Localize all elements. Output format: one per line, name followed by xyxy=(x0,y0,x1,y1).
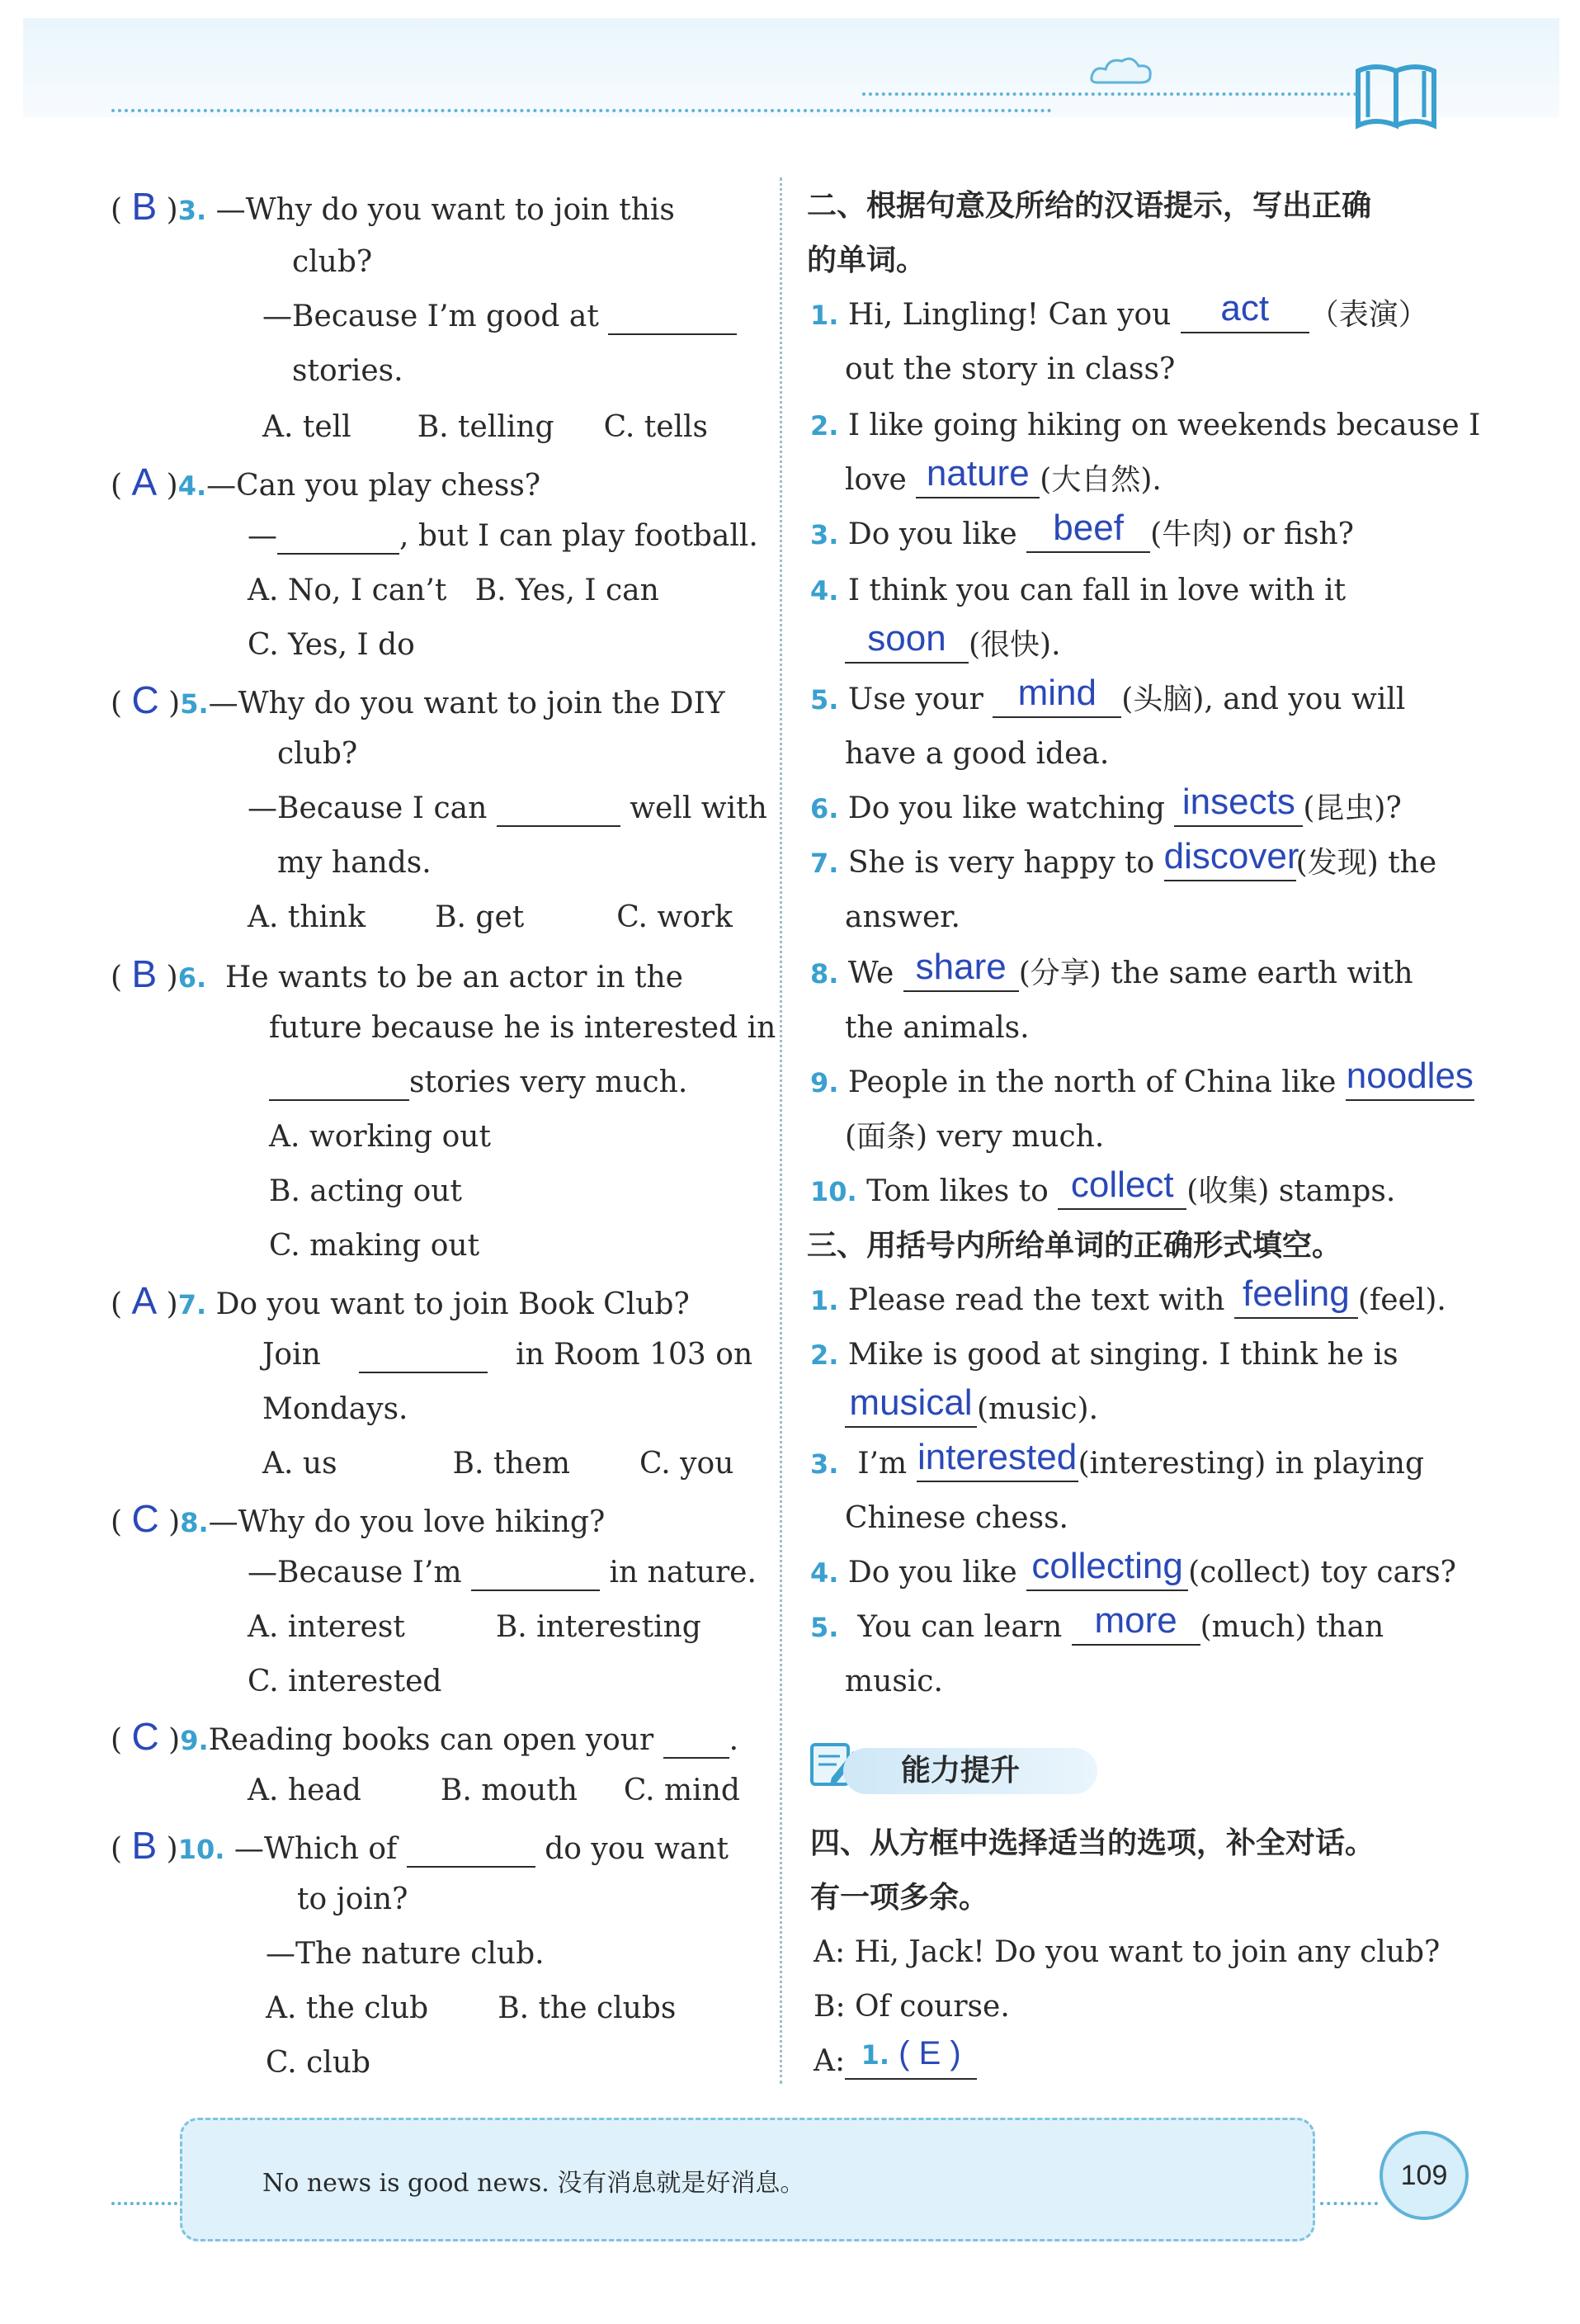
item-number: 3. xyxy=(810,519,839,550)
hint-text: (收集) stamps. xyxy=(1186,1174,1396,1208)
option-a: A. tell xyxy=(262,410,351,444)
answer-text: more xyxy=(1094,1600,1177,1641)
option-b: B. telling xyxy=(417,410,554,444)
hint-text: (much) than xyxy=(1200,1610,1384,1644)
options-row xyxy=(248,1609,701,1646)
item-text: Do you like xyxy=(847,517,1017,551)
answer-text: act xyxy=(1220,288,1270,328)
s2-item-5 xyxy=(810,673,1406,718)
answer-text: share xyxy=(915,947,1007,987)
options-row xyxy=(248,900,733,936)
answer-choice: B xyxy=(131,1824,158,1867)
s3-item-5 xyxy=(810,1600,1384,1646)
answer-text: soon xyxy=(867,618,946,659)
question-text: my hands. xyxy=(277,846,432,880)
dialogue-line xyxy=(814,2035,977,2080)
answer-blank xyxy=(663,1724,729,1759)
option-b: B. Yes, I can xyxy=(474,574,659,607)
options-row xyxy=(262,409,708,446)
answer-text: interested xyxy=(917,1437,1078,1477)
option-c: C. you xyxy=(639,1447,734,1481)
hint-text: (interesting) in playing xyxy=(1078,1447,1425,1481)
item-line xyxy=(845,1382,1099,1428)
item-text: have a good idea. xyxy=(845,737,1110,771)
question-text: Do you want to join Book Club? xyxy=(215,1287,690,1321)
item-number: 8. xyxy=(810,958,839,990)
answer-blank xyxy=(407,1833,535,1868)
item-number: 2. xyxy=(810,410,839,442)
hint-text: (大自然). xyxy=(1040,463,1162,497)
item-text: Mike is good at singing. I think he is xyxy=(847,1338,1398,1372)
answer-choice: B xyxy=(131,952,158,995)
question-line xyxy=(248,791,767,827)
option-c: C. work xyxy=(616,900,733,934)
section-4-title-cont: 有一项多余。 xyxy=(810,1881,989,1915)
question-text: —Which of xyxy=(233,1832,398,1866)
item-line xyxy=(845,618,1061,664)
hint-text: (music). xyxy=(977,1392,1099,1426)
answer-choice: A xyxy=(131,461,158,503)
question-text: Reading books can open your xyxy=(208,1723,654,1757)
question-text: do you want xyxy=(545,1832,729,1866)
section-4-title: 四、从方框中选择适当的选项，补全对话。 xyxy=(810,1826,1375,1860)
section-2-title: 二、根据句意及所给的汉语提示，写出正确 xyxy=(807,189,1372,223)
question-text: —Because I’m good at xyxy=(262,300,599,333)
item-number: 6. xyxy=(810,793,839,824)
item-text: answer. xyxy=(845,900,960,934)
question-text: —The nature club. xyxy=(266,1937,545,1971)
option-a: A. interest xyxy=(248,1610,405,1644)
question-number: 8. xyxy=(180,1507,209,1538)
answer-blank xyxy=(277,520,399,555)
item-number: 1. xyxy=(810,300,839,331)
answer-blank xyxy=(845,1382,977,1428)
option-a: A. No, I can’t xyxy=(248,574,447,607)
options-row xyxy=(262,1446,733,1482)
question-text: —Because I’m xyxy=(248,1556,462,1589)
blank-answer: E xyxy=(918,2035,941,2071)
s2-item-4 xyxy=(810,573,1346,609)
s2-item-6 xyxy=(810,782,1402,827)
item-number: 9. xyxy=(810,1067,839,1098)
question-3: ( B )3. —Why do you want to join this xyxy=(111,185,675,228)
answer-blank xyxy=(845,2035,977,2080)
option-c: C. mind xyxy=(623,1774,740,1807)
option-b: B. interesting xyxy=(495,1610,701,1644)
answer-text: insects xyxy=(1181,782,1295,822)
s3-item-1 xyxy=(810,1273,1446,1319)
question-text: Mondays. xyxy=(262,1392,408,1426)
options-row xyxy=(248,1773,740,1809)
option-b: B. the clubs xyxy=(498,1991,677,2025)
header-band xyxy=(23,18,1559,117)
item-text: Please read the text with xyxy=(847,1283,1225,1317)
column-divider xyxy=(780,177,782,2084)
blank-number: 1. xyxy=(861,2039,890,2071)
option-c: C. club xyxy=(266,2046,371,2080)
question-text: club? xyxy=(277,737,358,771)
question-number: 10. xyxy=(177,1834,225,1865)
answer-blank xyxy=(917,1437,1078,1482)
ability-banner-title: 能力提升 xyxy=(901,1754,1021,1788)
answer-choice: B xyxy=(131,185,158,228)
item-text: I like going hiking on weekends because I xyxy=(847,409,1481,442)
question-text: —Why do you love hiking? xyxy=(208,1505,606,1539)
answer-blank xyxy=(608,300,737,335)
answer-blank xyxy=(903,947,1019,992)
question-text: in nature. xyxy=(609,1556,757,1589)
option-c: C. interested xyxy=(248,1665,442,1698)
answer-choice: A xyxy=(131,1279,158,1322)
answer-choice: C xyxy=(131,1715,159,1758)
question-line: — , but I can play football. xyxy=(248,519,758,553)
question-text: —Because I can xyxy=(248,791,488,825)
s2-item-7 xyxy=(810,836,1437,881)
item-number: 10. xyxy=(810,1176,857,1207)
s2-item-2 xyxy=(810,408,1480,444)
answer-choice: C xyxy=(131,1497,159,1540)
item-text: love xyxy=(845,463,907,497)
item-number: 1. xyxy=(810,1285,839,1316)
item-number: 3. xyxy=(810,1448,839,1480)
answer-text: noodles xyxy=(1346,1056,1474,1096)
option-a: A. us xyxy=(262,1447,337,1481)
book-icon xyxy=(1353,59,1444,134)
s3-item-3 xyxy=(810,1437,1425,1482)
option-c: C. tells xyxy=(603,410,708,444)
answer-blank xyxy=(359,1339,488,1373)
question-text: club? xyxy=(292,245,373,279)
answer-blank xyxy=(1058,1164,1186,1210)
cloud-icon xyxy=(1089,53,1155,89)
item-text: Tom likes to xyxy=(866,1174,1049,1208)
s2-item-1 xyxy=(810,288,1428,333)
answer-blank xyxy=(1026,1546,1188,1591)
item-text: I’m xyxy=(857,1447,908,1481)
item-text: We xyxy=(847,957,894,990)
hint-text: (很快). xyxy=(969,628,1061,662)
question-number: 7. xyxy=(177,1289,207,1320)
footer-dotted-line xyxy=(111,2202,177,2205)
hint-text: (头脑), and you will xyxy=(1121,683,1406,716)
item-text: You can learn xyxy=(857,1610,1063,1644)
hint-text: (发现) the xyxy=(1295,846,1437,880)
s2-item-8 xyxy=(810,947,1413,992)
header-dotted-line-2 xyxy=(862,92,1357,96)
hint-text: (昆虫)? xyxy=(1303,791,1402,825)
answer-text: 1. ( E ) xyxy=(861,2035,961,2071)
item-number: 5. xyxy=(810,684,839,716)
s3-item-4 xyxy=(810,1546,1456,1591)
question-4: ( A )4.—Can you play chess? xyxy=(111,461,541,503)
answer-blank xyxy=(1163,836,1299,881)
question-text: well with xyxy=(630,791,767,825)
item-text: Do you like watching xyxy=(847,791,1165,825)
question-text: stories very much. xyxy=(409,1065,688,1099)
item-text: Hi, Lingling! Can you xyxy=(847,298,1172,332)
question-text: to join? xyxy=(297,1882,408,1916)
answer-text: mind xyxy=(1017,673,1097,713)
page-number: 109 xyxy=(1380,2131,1469,2220)
option-b: B. acting out xyxy=(269,1174,462,1208)
item-number: 5. xyxy=(810,1612,839,1643)
answer-text: nature xyxy=(926,453,1030,494)
option-c: C. making out xyxy=(269,1229,480,1263)
question-number: 5. xyxy=(180,688,209,720)
question-text: —Why do you want to join this xyxy=(215,193,675,227)
option-b: B. get xyxy=(435,900,525,934)
answer-text: collecting xyxy=(1031,1546,1183,1586)
question-text: He wants to be an actor in the xyxy=(225,961,683,994)
answer-choice: C xyxy=(131,678,159,721)
question-text: stories. xyxy=(292,354,403,388)
hint-text: (分享) the same earth with xyxy=(1018,957,1413,990)
question-5: ( C )5.—Why do you want to join the DIY xyxy=(111,678,725,721)
answer-blank xyxy=(471,1556,600,1591)
speaker-label: A: xyxy=(814,2044,846,2078)
option-a: A. the club xyxy=(266,1991,429,2025)
item-number: 4. xyxy=(810,1557,839,1589)
item-text: She is very happy to xyxy=(847,846,1155,880)
question-9: ( C )9.Reading books can open your . xyxy=(111,1715,739,1758)
item-text: People in the north of China like xyxy=(847,1065,1337,1099)
section-3-title: 三、用括号内所给单词的正确形式填空。 xyxy=(807,1229,1342,1263)
option-a: A. think xyxy=(248,900,366,934)
option-c: C. Yes, I do xyxy=(248,628,415,662)
question-text: —Can you play chess? xyxy=(206,469,541,503)
answer-blank xyxy=(1072,1600,1200,1646)
s2-item-3 xyxy=(810,508,1354,553)
item-number: 2. xyxy=(810,1339,839,1371)
s2-item-9 xyxy=(810,1056,1474,1101)
header-dotted-line xyxy=(111,109,1052,112)
answer-blank xyxy=(269,1066,409,1101)
hint-text: (牛肉) or fish? xyxy=(1150,517,1354,551)
item-text: Do you like xyxy=(847,1556,1017,1589)
hint-text: (collect) toy cars? xyxy=(1188,1556,1456,1589)
item-line xyxy=(845,453,1162,498)
hint-text: (面条) very much. xyxy=(845,1120,1105,1154)
s3-item-2 xyxy=(810,1337,1398,1373)
question-6: ( B )6. He wants to be an actor in the xyxy=(111,952,683,995)
question-8: ( C )8.—Why do you love hiking? xyxy=(111,1497,606,1540)
item-text: out the story in class? xyxy=(845,352,1176,386)
answer-text: musical xyxy=(849,1382,973,1423)
dialogue-line: A: Hi, Jack! Do you want to join any club? xyxy=(814,1935,1441,1969)
answer-blank xyxy=(1181,288,1309,333)
item-number: 4. xyxy=(810,575,839,607)
answer-text: collect xyxy=(1070,1164,1174,1205)
answer-blank xyxy=(497,792,620,827)
question-line xyxy=(269,1065,687,1101)
item-text: the animals. xyxy=(845,1011,1030,1045)
answer-blank xyxy=(1346,1056,1474,1101)
answer-blank xyxy=(993,673,1121,718)
question-text: — xyxy=(248,519,277,553)
answer-text: feeling xyxy=(1243,1273,1350,1314)
question-line xyxy=(248,1555,757,1591)
question-7: ( A )7. Do you want to join Book Club? xyxy=(111,1279,690,1322)
item-text: I think you can fall in love with it xyxy=(847,574,1347,607)
answer-blank xyxy=(1234,1273,1358,1319)
item-text: music. xyxy=(845,1665,943,1698)
footer-proverb: No news is good news. 没有消息就是好消息。 xyxy=(262,2169,805,2198)
options-row xyxy=(248,573,659,609)
option-a: A. head xyxy=(248,1774,361,1807)
question-number: 4. xyxy=(177,470,207,502)
question-text: Join xyxy=(262,1338,321,1372)
s2-item-10 xyxy=(810,1164,1396,1210)
hint-text: （表演） xyxy=(1309,298,1428,332)
dialogue-line: B: Of course. xyxy=(814,1990,1010,2024)
hint-text: (feel). xyxy=(1357,1283,1446,1317)
section-2-title-cont: 的单词。 xyxy=(807,243,927,277)
question-10: ( B )10. —Which of do you want xyxy=(111,1824,729,1867)
question-line xyxy=(262,1337,752,1373)
options-row xyxy=(266,1991,676,2027)
answer-text: discover xyxy=(1163,836,1299,876)
question-number: 6. xyxy=(177,962,207,994)
option-b: B. mouth xyxy=(440,1774,578,1807)
answer-blank xyxy=(1026,508,1150,553)
answer-blank xyxy=(845,618,969,664)
question-text: in Room 103 on xyxy=(515,1338,753,1372)
answer-text: beef xyxy=(1053,508,1124,548)
question-number: 9. xyxy=(180,1725,209,1756)
option-b: B. them xyxy=(452,1447,570,1481)
question-text: future because he is interested in xyxy=(269,1011,776,1045)
footer-dotted-line-2 xyxy=(1320,2202,1378,2205)
question-line xyxy=(262,299,737,335)
option-a: A. working out xyxy=(269,1120,491,1154)
question-text: —Why do you want to join the DIY xyxy=(208,687,725,720)
item-text: Use your xyxy=(847,683,983,716)
answer-blank xyxy=(1174,782,1303,827)
item-number: 7. xyxy=(810,848,839,879)
answer-blank xyxy=(916,453,1040,498)
question-number: 3. xyxy=(177,195,207,226)
item-text: Chinese chess. xyxy=(845,1501,1069,1535)
